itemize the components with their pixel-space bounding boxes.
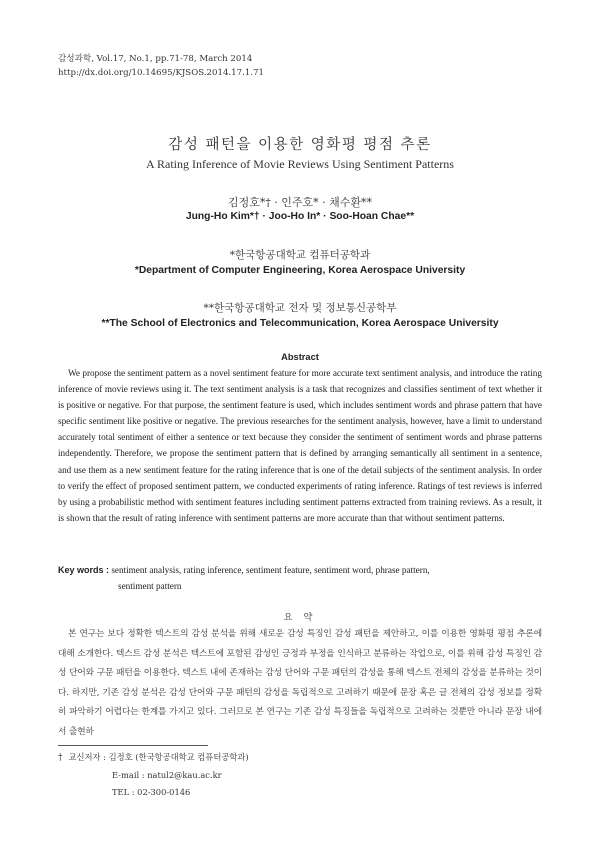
footnote xyxy=(58,749,249,801)
journal-header xyxy=(58,52,264,80)
affiliation-1-english: *Department of Computer Engineering, Korea Aerospace University xyxy=(134,265,466,276)
journal-citation: 감성과학, Vol.17, No.1, pp.71-78, March 2014 xyxy=(58,54,253,64)
keywords-line-1: sentiment analysis, rating inference, sentiment feature, sentiment word, phrase pattern, xyxy=(111,565,430,575)
journal-doi: http://dx.doi.org/10.14695/KJSOS.2014.17.1.71 xyxy=(58,68,264,78)
keywords-line-2: sentiment pattern xyxy=(118,581,182,591)
title-korean: 감성 패턴을 이용한 영화평 평점 추론 xyxy=(168,137,432,153)
authors-english: Jung-Ho Kim*† · Joo-Ho In* · Soo-Hoan Chae** xyxy=(185,211,415,222)
keywords-label: Key words : xyxy=(58,565,110,575)
dagger-mark: † xyxy=(58,753,63,763)
affiliation-1-korean: *한국항공대학교 컴퓨터공학과 xyxy=(229,249,371,261)
abstract-heading: Abstract xyxy=(281,352,319,362)
footnote-divider xyxy=(58,745,208,746)
korean-summary-text: 본 연구는 보다 정확한 텍스트의 감성 분석을 위해 새로운 감성 특징인 감성 패턴을 제안하고, 이를 이용한 영화평 평점 추론에 대해 소개한다. 텍스트 감성 분석은 텍스트에 포함된 감성인 긍정과 부정을 인식하고 분류하는 작업으로, 이를 위해 감성 특징인 감성 단어와 구문 패턴을 이용한다. 텍스트 내에 존재하는 감성 단어와 구문 패턴의 감성을 통해 텍스트 전체의 감성을 분류하는 것이다. 하지만, 기존 감성 분석은 감성 단어와 구문 패턴의 감성을 독립적으로 고려하기 때문에 문장 혹은 글 전체의 감성 정보를 정확히 파악하기 어렵다는 한계를 가지고 있다. 그러므로 본 연구는 기존 감성 특징들을 독립적으로 고려하는 것뿐만 아니라 문장 내에서 출현하 xyxy=(58,629,542,737)
title-english: A Rating Inference of Movie Reviews Using Sentiment Patterns xyxy=(146,157,454,171)
keywords xyxy=(58,562,542,594)
authors-korean: 김정호*† · 인주호* · 채수환** xyxy=(227,196,373,209)
korean-summary-heading: 요 약 xyxy=(283,612,317,623)
abstract-text: We propose the sentiment pattern as a novel sentiment feature for more accurate text sentiment analysis, and introduce the rating inference of movie reviews using it. The text sentiment analysis is a task that recognizes and classifies sentiment of text whether it is positive or negative. For that purpose, the sentiment feature is used, which includes sentiment words and phrase pattern that have specific sentiment like positive or negative. The previous researches for the sentiment analysis, however, have a limit to understand accurately total sentiment of either a sentence or text because they consider the sentiment of sentiment words and phrase patterns independently. Therefore, we propose the sentiment pattern that is defined by arranging semantically all sentiment in a sentence, and use them as a new sentiment feature for the rating inference that is one of the detail subjects of the sentiment analysis. In order to verify the effect of proposed sentiment pattern, we conducted experiments of rating inference. Ratings of test reviews is inferred by using a probabilistic method with sentiment features including sentiment patterns extracted from training reviews. As a result, it is shown that the result of rating inference with sentiment patterns are more accurate than that without sentiment patterns. xyxy=(58,368,542,523)
footnote-tel: TEL : 02-300-0146 xyxy=(112,787,191,797)
footnote-email: E-mail : natul2@kau.ac.kr xyxy=(112,770,222,780)
affiliation-2-english: **The School of Electronics and Telecommunication, Korea Aerospace University xyxy=(101,318,499,329)
affiliation-2-korean: **한국항공대학교 전자 및 정보통신공학부 xyxy=(203,302,397,314)
footnote-author: 교신저자 : 김정호 (한국항공대학교 컴퓨터공학과) xyxy=(68,752,249,762)
